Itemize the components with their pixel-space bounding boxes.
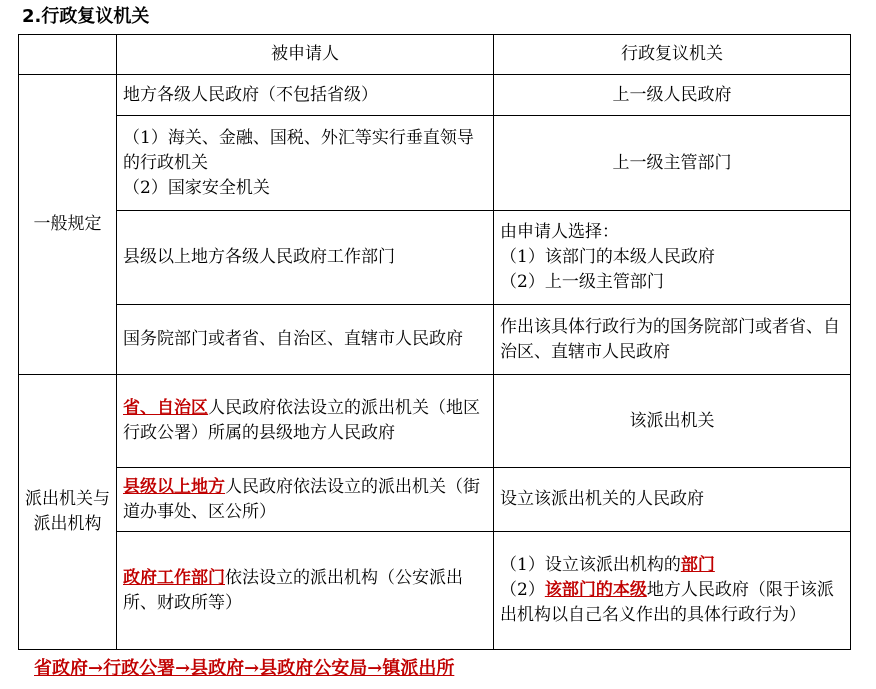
- table-row: [19, 375, 851, 468]
- section-title: 2.行政复议机关: [22, 6, 150, 27]
- respondent-cell: [117, 375, 494, 468]
- respondent-text: 人民政府依法设立的派出机关（地区行政公署）所属的县级地方人民政府: [123, 398, 480, 443]
- highlight-text: 政府工作部门: [123, 567, 225, 588]
- highlight-text: 县级以上地方: [123, 476, 225, 497]
- authority-text: （2）: [500, 580, 545, 600]
- authority-line: （1）该部门的本级人民政府: [500, 247, 715, 267]
- highlight-text: 该部门的本级: [544, 580, 647, 600]
- authority-cell: [494, 211, 851, 305]
- authority-line: 由申请人选择：: [500, 222, 619, 242]
- authority-text: 地方人民政府（限于该派出机构以自己名义作出的具体行政行为）: [500, 580, 834, 625]
- respondent-cell: [117, 116, 494, 211]
- header-respondent: 被申请人: [117, 35, 494, 75]
- respondent-cell: [117, 532, 494, 650]
- category-general: 一般规定: [19, 75, 117, 375]
- respondent-text: 依法设立的派出机构（公安派出所、财政所等）: [123, 567, 463, 613]
- table-row: [19, 468, 851, 532]
- header-empty-cell: [19, 35, 117, 75]
- table-header-row: [19, 35, 851, 75]
- hierarchy-chain-note: 省政府→行政公署→县政府→县政府公安局→镇派出所: [34, 658, 455, 679]
- respondent-line: （2）国家安全机关: [123, 177, 270, 198]
- authority-cell: 设立该派出机关的人民政府: [494, 468, 851, 532]
- table-row: [19, 532, 851, 650]
- respondent-cell: 国务院部门或者省、自治区、直辖市人民政府: [117, 305, 494, 375]
- authority-cell: 作出该具体行政行为的国务院部门或者省、自治区、直辖市人民政府: [494, 305, 851, 375]
- highlight-text: 省、自治区: [123, 398, 208, 418]
- review-authority-table: [18, 34, 851, 650]
- authority-cell: 该派出机关: [494, 375, 851, 468]
- respondent-cell: [117, 468, 494, 532]
- table-row: [19, 75, 851, 116]
- authority-text: （1）设立该派出机构的: [500, 555, 681, 575]
- authority-line: （2）上一级主管部门: [500, 272, 664, 292]
- respondent-text: 人民政府依法设立的派出机关（街道办事处、区公所）: [123, 476, 480, 522]
- table-row: [19, 305, 851, 375]
- respondent-cell: 地方各级人民政府（不包括省级）: [117, 75, 494, 116]
- authority-cell: 上一级人民政府: [494, 75, 851, 116]
- respondent-line: （1）海关、金融、国税、外汇等实行垂直领导的行政机关: [123, 127, 474, 173]
- authority-line: [500, 578, 844, 628]
- respondent-cell: 县级以上地方各级人民政府工作部门: [117, 211, 494, 305]
- authority-line: [500, 553, 844, 578]
- category-agency: 派出机关与派出机构: [19, 375, 117, 650]
- table-row: [19, 211, 851, 305]
- authority-cell: [494, 532, 851, 650]
- header-authority: 行政复议机关: [494, 35, 851, 75]
- authority-cell: 上一级主管部门: [494, 116, 851, 211]
- table-row: [19, 116, 851, 211]
- highlight-text: 部门: [680, 555, 715, 575]
